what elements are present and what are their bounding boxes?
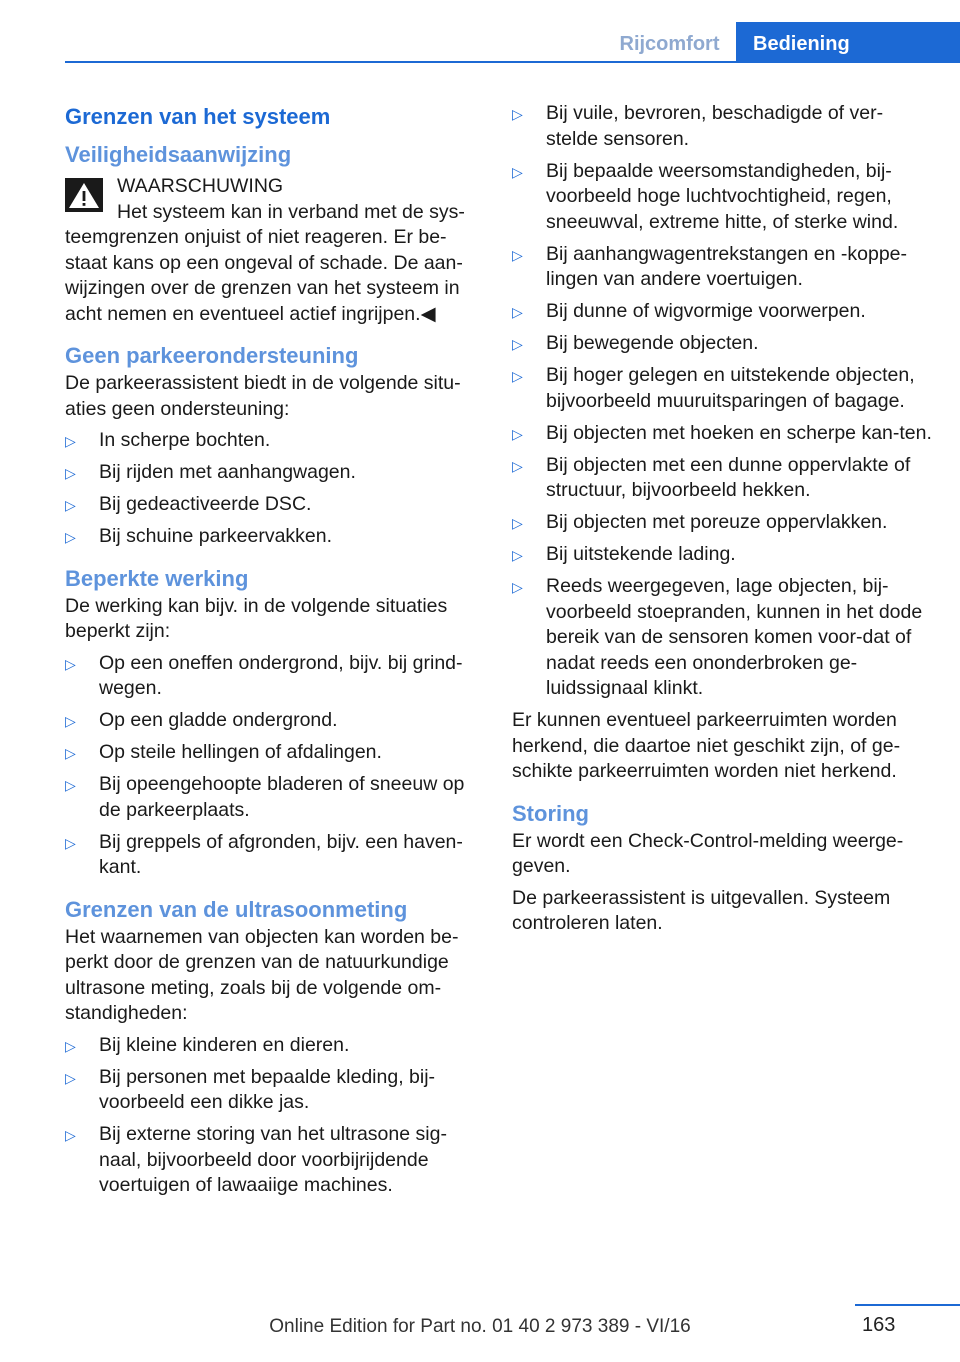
list-item xyxy=(512,453,932,504)
triangle-bullet-icon: ▷ xyxy=(512,304,523,320)
triangle-bullet-icon: ▷ xyxy=(65,777,76,793)
list-item-text: In scherpe bochten. xyxy=(99,429,271,451)
list-item xyxy=(512,542,932,568)
list-item xyxy=(65,708,483,734)
subheading-no-parking-assist: Geen parkeerondersteuning xyxy=(65,343,359,368)
subheading-limited-function: Beperkte werking xyxy=(65,565,249,591)
triangle-bullet-icon: ▷ xyxy=(65,745,76,761)
list-item-text: Bij bepaalde weersomstandigheden, bij-voorbeeld hoge luchtvochtigheid, regen, sneeuwval, extreme hitte, of sterke wind. xyxy=(546,159,899,233)
triangle-bullet-icon: ▷ xyxy=(65,497,76,513)
triangle-bullet-icon: ▷ xyxy=(512,547,523,563)
triangle-bullet-icon: ▷ xyxy=(65,1069,76,1086)
triangle-bullet-icon: ▷ xyxy=(65,1127,76,1143)
triangle-bullet-icon: ▷ xyxy=(65,834,76,851)
paragraph-ultrasonic: Het waarnemen van objecten kan worden be-perkt door de grenzen van de natuurkundige ultrasone meting, zoals bij de volgende om-standigheden: xyxy=(65,925,459,1024)
section-tab[interactable]: Rijcomfort xyxy=(619,33,720,55)
list-ultrasonic-continued xyxy=(512,101,932,702)
list-item xyxy=(512,242,932,293)
list-item xyxy=(65,1033,483,1059)
list-item xyxy=(65,460,483,486)
list-item-text: Op steile hellingen of afdalingen. xyxy=(99,741,382,763)
page-number: 163 xyxy=(862,1314,896,1336)
list-item-text: Bij objecten met hoeken en scherpe kan-ten. xyxy=(546,421,932,444)
list-item xyxy=(65,740,483,766)
chapter-tab[interactable]: Bediening xyxy=(736,22,960,62)
triangle-bullet-icon: ▷ xyxy=(65,655,76,672)
triangle-bullet-icon: ▷ xyxy=(512,246,523,263)
list-item-text: Bij objecten met poreuze oppervlakken. xyxy=(546,511,888,533)
triangle-bullet-icon: ▷ xyxy=(65,433,76,449)
list-item-text: Op een oneffen ondergrond, bijv. bij grind-wegen. xyxy=(99,651,463,699)
list-item xyxy=(512,101,932,152)
triangle-bullet-icon: ▷ xyxy=(512,425,523,442)
triangle-bullet-icon: ▷ xyxy=(65,465,76,481)
list-item xyxy=(65,428,483,454)
list-no-assist xyxy=(65,428,483,550)
list-item-text: Reeds weergegeven, lage objecten, bij-voorbeeld stoepranden, kunnen in het dode bereik van de sensoren komen voor-dat of nadat reeds een ononderbroken ge-luidssignaal klinkt. xyxy=(546,575,923,699)
list-item-text: Bij vuile, bevroren, beschadigde of ver-stelde sensoren. xyxy=(546,102,884,150)
triangle-bullet-icon: ▷ xyxy=(512,579,523,595)
triangle-bullet-icon: ▷ xyxy=(65,529,76,545)
subheading-safety: Veiligheidsaanwijzing xyxy=(65,142,292,167)
triangle-bullet-icon: ▷ xyxy=(512,515,523,531)
list-item-text: Bij personen met bepaalde kleding, bij-voorbeeld een dikke jas. xyxy=(99,1065,436,1113)
list-item xyxy=(512,510,932,536)
warning-block xyxy=(65,174,483,327)
paragraph-parking-spaces: Er kunnen eventueel parkeerruimten worden herkend, die daartoe niet geschikt zijn, of ge-schikte parkeerruimten worden niet herkend. xyxy=(512,709,901,782)
triangle-bullet-icon: ▷ xyxy=(65,713,76,729)
section-heading-system-limits: Grenzen van het systeem xyxy=(65,104,331,129)
list-item-text: Bij rijden met aanhangwagen. xyxy=(99,461,356,483)
list-item xyxy=(65,1065,483,1116)
list-item xyxy=(65,830,483,881)
list-item xyxy=(512,421,932,447)
triangle-bullet-icon: ▷ xyxy=(512,106,523,122)
triangle-bullet-icon: ▷ xyxy=(512,457,523,474)
list-item-text: Bij opeengehoopte bladeren of sneeuw op de parkeerplaats. xyxy=(99,773,465,821)
list-limited xyxy=(65,651,483,881)
list-item-text: Op een gladde ondergrond. xyxy=(99,709,338,731)
list-item xyxy=(512,159,932,236)
triangle-bullet-icon: ▷ xyxy=(65,1037,76,1054)
list-item xyxy=(512,299,932,325)
list-item xyxy=(512,331,932,357)
list-ultrasonic xyxy=(65,1033,483,1199)
list-item-text: Bij externe storing van het ultrasone sig-naal, bijvoorbeeld door voorbijrijdende voertuigen of lawaaiige machines. xyxy=(99,1123,447,1196)
paragraph-no-assist: De parkeerassistent biedt in de volgende situ-aties geen ondersteuning: xyxy=(65,372,461,420)
paragraph-limited: De werking kan bijv. in de volgende situaties beperkt zijn: xyxy=(65,594,448,642)
list-item-text: Bij greppels of afgronden, bijv. een haven-kant. xyxy=(99,830,463,878)
list-item xyxy=(65,524,483,550)
warning-label: WAARSCHUWING xyxy=(117,175,284,197)
list-item-text: Bij gedeactiveerde DSC. xyxy=(99,493,312,515)
paragraph-fault-check: De parkeerassistent is uitgevallen. Systeem controleren laten. xyxy=(512,886,891,934)
subheading-ultrasonic-limits: Grenzen van de ultrasoonmeting xyxy=(65,896,408,922)
list-item xyxy=(512,363,932,414)
paragraph-fault-message: Er wordt een Check-Control-melding weerge-geven. xyxy=(512,829,904,877)
list-item-text: Bij aanhangwagentrekstangen en -koppe-lingen van andere voertuigen. xyxy=(546,242,908,290)
list-item xyxy=(512,574,932,702)
warning-text: teemgrenzen onjuist of niet reageren. Er be-staat kans op een ongeval of schade. De aan-wijzingen over de grenzen van het systeem in acht nemen en eventueel actief ingrijpen.◀ xyxy=(65,226,463,325)
list-item-text: Bij hoger gelegen en uitstekende objecten, bijvoorbeeld muuruitsparingen of bagage. xyxy=(546,364,915,412)
list-item xyxy=(65,772,483,823)
list-item-text: Bij schuine parkeervakken. xyxy=(99,525,333,547)
list-item xyxy=(65,1122,483,1199)
list-item-text: Bij objecten met een dunne oppervlakte of structuur, bijvoorbeeld hekken. xyxy=(546,453,911,501)
list-item-text: Bij kleine kinderen en dieren. xyxy=(99,1033,350,1056)
right-column xyxy=(512,101,932,943)
warning-triangle-icon xyxy=(65,178,103,212)
left-column xyxy=(65,101,483,1205)
triangle-bullet-icon: ▷ xyxy=(512,163,523,180)
list-item xyxy=(65,651,483,702)
footer-rule xyxy=(855,1304,960,1306)
list-item xyxy=(65,492,483,518)
list-item-text: Bij uitstekende lading. xyxy=(546,543,736,565)
subheading-fault: Storing xyxy=(512,800,589,826)
footer-edition-text: Online Edition for Part no. 01 40 2 973 389 - VI/16 xyxy=(269,1316,691,1337)
warning-text-first-line: Het systeem kan in verband met de sys- xyxy=(117,200,465,223)
list-item-text: Bij bewegende objecten. xyxy=(546,332,759,354)
triangle-bullet-icon: ▷ xyxy=(512,368,523,384)
list-item-text: Bij dunne of wigvormige voorwerpen. xyxy=(546,300,866,322)
triangle-bullet-icon: ▷ xyxy=(512,336,523,352)
